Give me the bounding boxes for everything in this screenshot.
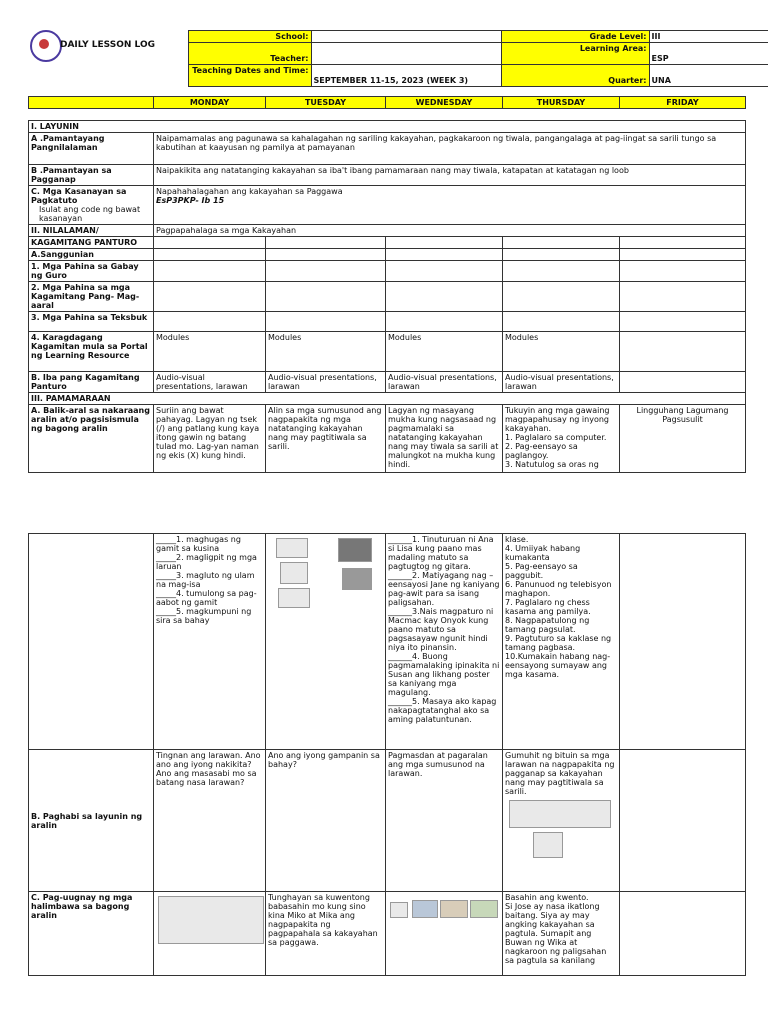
header-table [28, 30, 768, 87]
kasanayan-code: EsP3PKP- Ib 15 [156, 196, 225, 205]
teacher-value[interactable] [311, 43, 501, 65]
story-image-3 [440, 900, 468, 918]
modules-thu: Modules [503, 332, 620, 372]
pamantayang-text: Naipamamalas ang pagunawa sa kahalagahan ng sariling kakayahan, pagkakaroon ng tiwala, pangangalaga at pag-iingat sa sarili tungo sa kabutihan at kaayusan ng pamilya at pamayanan [154, 133, 746, 165]
balik-aral-fri: Lingguhang Lagumang Pagsusulit [620, 405, 746, 473]
modules-tue: Modules [266, 332, 386, 372]
pamantayang-label: A .Pamantayang Pangnilalaman [29, 133, 154, 165]
kasanayan-text: Napahahalagahan ang kakayahan sa Paggawa [156, 187, 343, 196]
modules-wed: Modules [386, 332, 503, 372]
sanggunian-label: A.Sanggunian [29, 249, 154, 261]
kagamitan-title: KAGAMITANG PANTURO [29, 237, 154, 249]
story-image-4 [470, 900, 498, 918]
grade-label: Grade Level: [501, 31, 649, 43]
quarter-label: Quarter: [501, 65, 649, 87]
pag-uugnay-label: C. Pag-uugnay ng mga halimbawa sa bagong aralin [29, 892, 154, 976]
paghabi-tue: Ano ang iyong gampanin sa bahay? [266, 750, 386, 892]
kasanayan-sub: Isulat ang code ng bawat kasanayan [39, 205, 141, 223]
kids-playing-image [278, 588, 310, 608]
kagamitang-mag-aaral-label: 2. Mga Pahina sa mga Kagamitang Pang- Mag-aaral [29, 282, 154, 312]
portal-label: 4. Karagdagang Kagamitan mula sa Portal ng Learning Resource [29, 332, 154, 372]
layunin-title: I. LAYUNIN [29, 121, 746, 133]
balik-aral-thu: Tukuyin ang mga gawaing magpapahusay ng inyong kakayahan. 1. Paglalaro sa computer. 2. Pag-eensayo sa paglangoy. 3. Natutulog sa oras ng [505, 406, 610, 469]
iba-pang-label: B. Iba pang Kagamitang Panturo [29, 372, 154, 393]
modules-mon: Modules [154, 332, 266, 372]
av-tue: Audio-visual presentations, larawan [266, 372, 386, 393]
teacher-label: Teacher: [188, 43, 311, 65]
balik-aral-tue: Alin sa mga sumusunod ang nagpapakita ng mga natatanging kakayahan nang may pagtitiwala sa sarili. [266, 405, 386, 473]
children-group-image [276, 538, 308, 558]
children-image [533, 832, 563, 858]
man-portrait-image [338, 538, 372, 562]
quarter-value[interactable]: UNA [649, 65, 768, 87]
day-thursday: THURSDAY [503, 97, 620, 109]
grade-value[interactable]: III [649, 31, 768, 43]
story-image-1 [390, 902, 408, 918]
dates-value[interactable]: SEPTEMBER 11-15, 2023 (WEEK 3) [311, 65, 501, 87]
pamamaraan-title: III. PAMAMARAAN [29, 393, 746, 405]
av-mon: Audio-visual presentations, larawan [154, 372, 266, 393]
pag-uugnay-tue: Tunghayan sa kuwentong babasahin mo kung sino kina Miko at Mika ang nagpapakita ng pagpapahala sa kakayahan sa paggawa. [266, 892, 386, 976]
statements-wed: ______1. Tinuturuan ni Ana si Lisa kung paano mas madaling matuto sa pagtugtog ng gitara. ______2. Matiyagang nag –eensayosi Jane ng kaniyang pag-awit para sa isang paligsahan. ______3.Nais magpaturo ni Macmac kay Onyok kung paano matuto sa pagsasayaw ngunit hindi niya ito pinansin. ______4. Buong pagmamalaking ipinakita ni Susan ang likhang poster sa kaniyang mga magulang. ______5. Masaya ako kapag nakapagtatanghal ako sa aming palatuntunan. [388, 535, 500, 724]
kasanayan-label: C. Mga Kasanayan sa Pagkatuto [31, 187, 127, 205]
checklist-mon: _____1. maghugas ng gamit sa kusina _____2. magligpit ng mga laruan _____3. magluto ng ulam na mag-isa _____4. tumulong sa pag-aabot ng gamit _____5. magkumpuni ng sira sa bahay [156, 535, 257, 625]
day-monday: MONDAY [154, 97, 266, 109]
paghabi-label: B. Paghabi sa layunin ng aralin [29, 750, 154, 892]
av-thu: Audio-visual presentations, larawan [503, 372, 620, 393]
gabay-label: 1. Mga Pahina sa Gabay ng Guro [29, 261, 154, 282]
group-picture-image [342, 568, 372, 590]
day-wednesday: WEDNESDAY [386, 97, 503, 109]
balik-aral-wed: Lagyan ng masayang mukha kung nagsasaad ng pagmamalaki sa natatanging kakayahan nang may tiwala sa sarili at malungkot na mukha kung hindi. [386, 405, 503, 473]
kids-activities-image [509, 800, 611, 828]
children-working-image [158, 896, 264, 944]
av-wed: Audio-visual presentations, larawan [386, 372, 503, 393]
lesson-table-2 [28, 533, 746, 976]
paghabi-wed: Pagmasdan at pagaralan ang mga sumusunod na larawan. [386, 750, 503, 892]
teksbuk-label: 3. Mga Pahina sa Teksbuk [29, 312, 154, 332]
dates-label: Teaching Dates and Time: [188, 65, 311, 87]
paghabi-mon: Tingnan ang larawan. Ano ano ang iyong nakikita? Ano ang masasabi mo sa batang nasa larawan? [154, 750, 266, 892]
balik-aral-label: A. Balik-aral sa nakaraang aralin at/o pagsisismula ng bagong aralin [29, 405, 154, 473]
activities-thu: klase. 4. Umiiyak habang kumakanta 5. Pag-eensayo sa paggubit. 6. Panunuod ng telebisyon maghapon. 7. Paglalaro ng chess kasama ang pamilya. 8. Nagpapatulong ng tamang pagsulat. 9. Pagtuturo sa kaklase ng tamang pagbasa. 10.Kumakain habang nag-eensayong sumayaw ang mga kasama. [505, 535, 612, 679]
lesson-table-1 [28, 120, 746, 473]
day-tuesday: TUESDAY [266, 97, 386, 109]
day-friday: FRIDAY [620, 97, 746, 109]
days-bar [28, 96, 746, 109]
school-value[interactable] [311, 31, 501, 43]
area-label: Learning Area: [501, 43, 649, 65]
nilalaman-title: II. NILALAMAN/ [29, 225, 154, 237]
girl-with-toy-image [280, 562, 308, 584]
pag-uugnay-thu: Basahin ang kwento. Si Jose ay nasa ikatlong baitang. Siya ay may angking kakayahan sa pagtula. Sumapit ang Buwan ng Wika at nagkaroon ng paligsahan sa pagtula sa kanilang [505, 893, 607, 965]
area-value[interactable]: ESP [649, 43, 768, 65]
balik-aral-mon: Suriin ang bawat pahayag. Lagyan ng tsek (/) ang patlang kung kaya itong gawin ng batang tulad mo. Lag-yan naman ng ekis (X) kung hindi. [154, 405, 266, 473]
doc-title: DAILY LESSON LOG [60, 39, 155, 50]
pagganap-text: Naipakikita ang natatanging kakayahan sa iba't ibang pamamaraan nang may tiwala, katapatan at katatagan ng loob [154, 165, 746, 186]
pagganap-label: B .Pamantayan sa Pagganap [29, 165, 154, 186]
story-image-2 [412, 900, 438, 918]
school-label: School: [188, 31, 311, 43]
paghabi-thu: Gumuhit ng bituin sa mga larawan na nagpapakita ng pagganap sa kakayahan nang may pagtitiwala sa sarili. [505, 751, 615, 796]
nilalaman-text: Pagpapahalaga sa mga Kakayahan [154, 225, 746, 237]
